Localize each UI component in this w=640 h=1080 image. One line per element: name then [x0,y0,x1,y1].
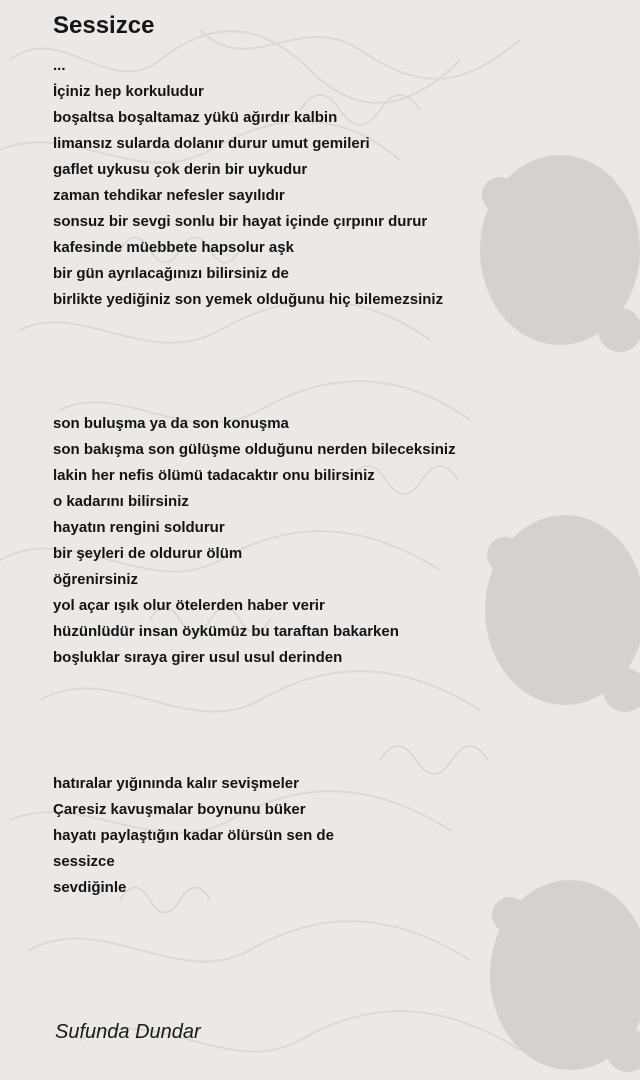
poem-line: lakin her nefis ölümü tadacaktır onu bilirsiniz [53,467,375,484]
poem-line: sevdiğinle [53,879,127,896]
poem-line: ... [53,57,66,74]
author-name: Sufunda Dundar [55,1021,201,1043]
poem-line: hüzünlüdür insan öykümüz bu taraftan bakarken [53,623,399,640]
poem-line: boşluklar sıraya girer usul usul derinden [53,649,343,666]
poem-line: sessizce [53,853,115,870]
poem-line: son bakışma son gülüşme olduğunu nerden bileceksiniz [53,441,456,458]
poem-line: bir gün ayrılacağınızı bilirsiniz de [53,265,289,282]
poem-line: bir şeyleri de oldurur ölüm [53,545,243,562]
poem-line: son buluşma ya da son konuşma [53,415,289,432]
poem-line: hayatı paylaştığın kadar ölürsün sen de [53,827,334,844]
stanza-1 [53,53,613,313]
poem-line: sonsuz bir sevgi sonlu bir hayat içinde çırpınır durur [53,213,428,230]
stanza-2 [53,411,613,671]
poem-line: yol açar ışık olur ötelerden haber verir [53,597,325,614]
poem-line: limansız sularda dolanır durur umut gemileri [53,135,370,152]
poem-title: Sessizce [53,12,155,39]
poem-line: zaman tehdikar nefesler sayılıdır [53,187,285,204]
poem-line: birlikte yediğiniz son yemek olduğunu hiç bilemezsiniz [53,291,444,308]
poem-line: öğrenirsiniz [53,571,139,588]
poem-line: gaflet uykusu çok derin bir uykudur [53,161,308,178]
poem-line: hatıralar yığınında kalır sevişmeler [53,775,299,792]
poem-line: hayatın rengini soldurur [53,519,225,536]
poem-line: boşaltsa boşaltamaz yükü ağırdır kalbin [53,109,338,126]
poem-line: o kadarını bilirsiniz [53,493,189,510]
poem-line: İçiniz hep korkuludur [53,83,204,100]
stanza-3 [53,771,613,901]
poem-line: Çaresiz kavuşmalar boynunu büker [53,801,306,818]
poem-line: kafesinde müebbete hapsolur aşk [53,239,294,256]
